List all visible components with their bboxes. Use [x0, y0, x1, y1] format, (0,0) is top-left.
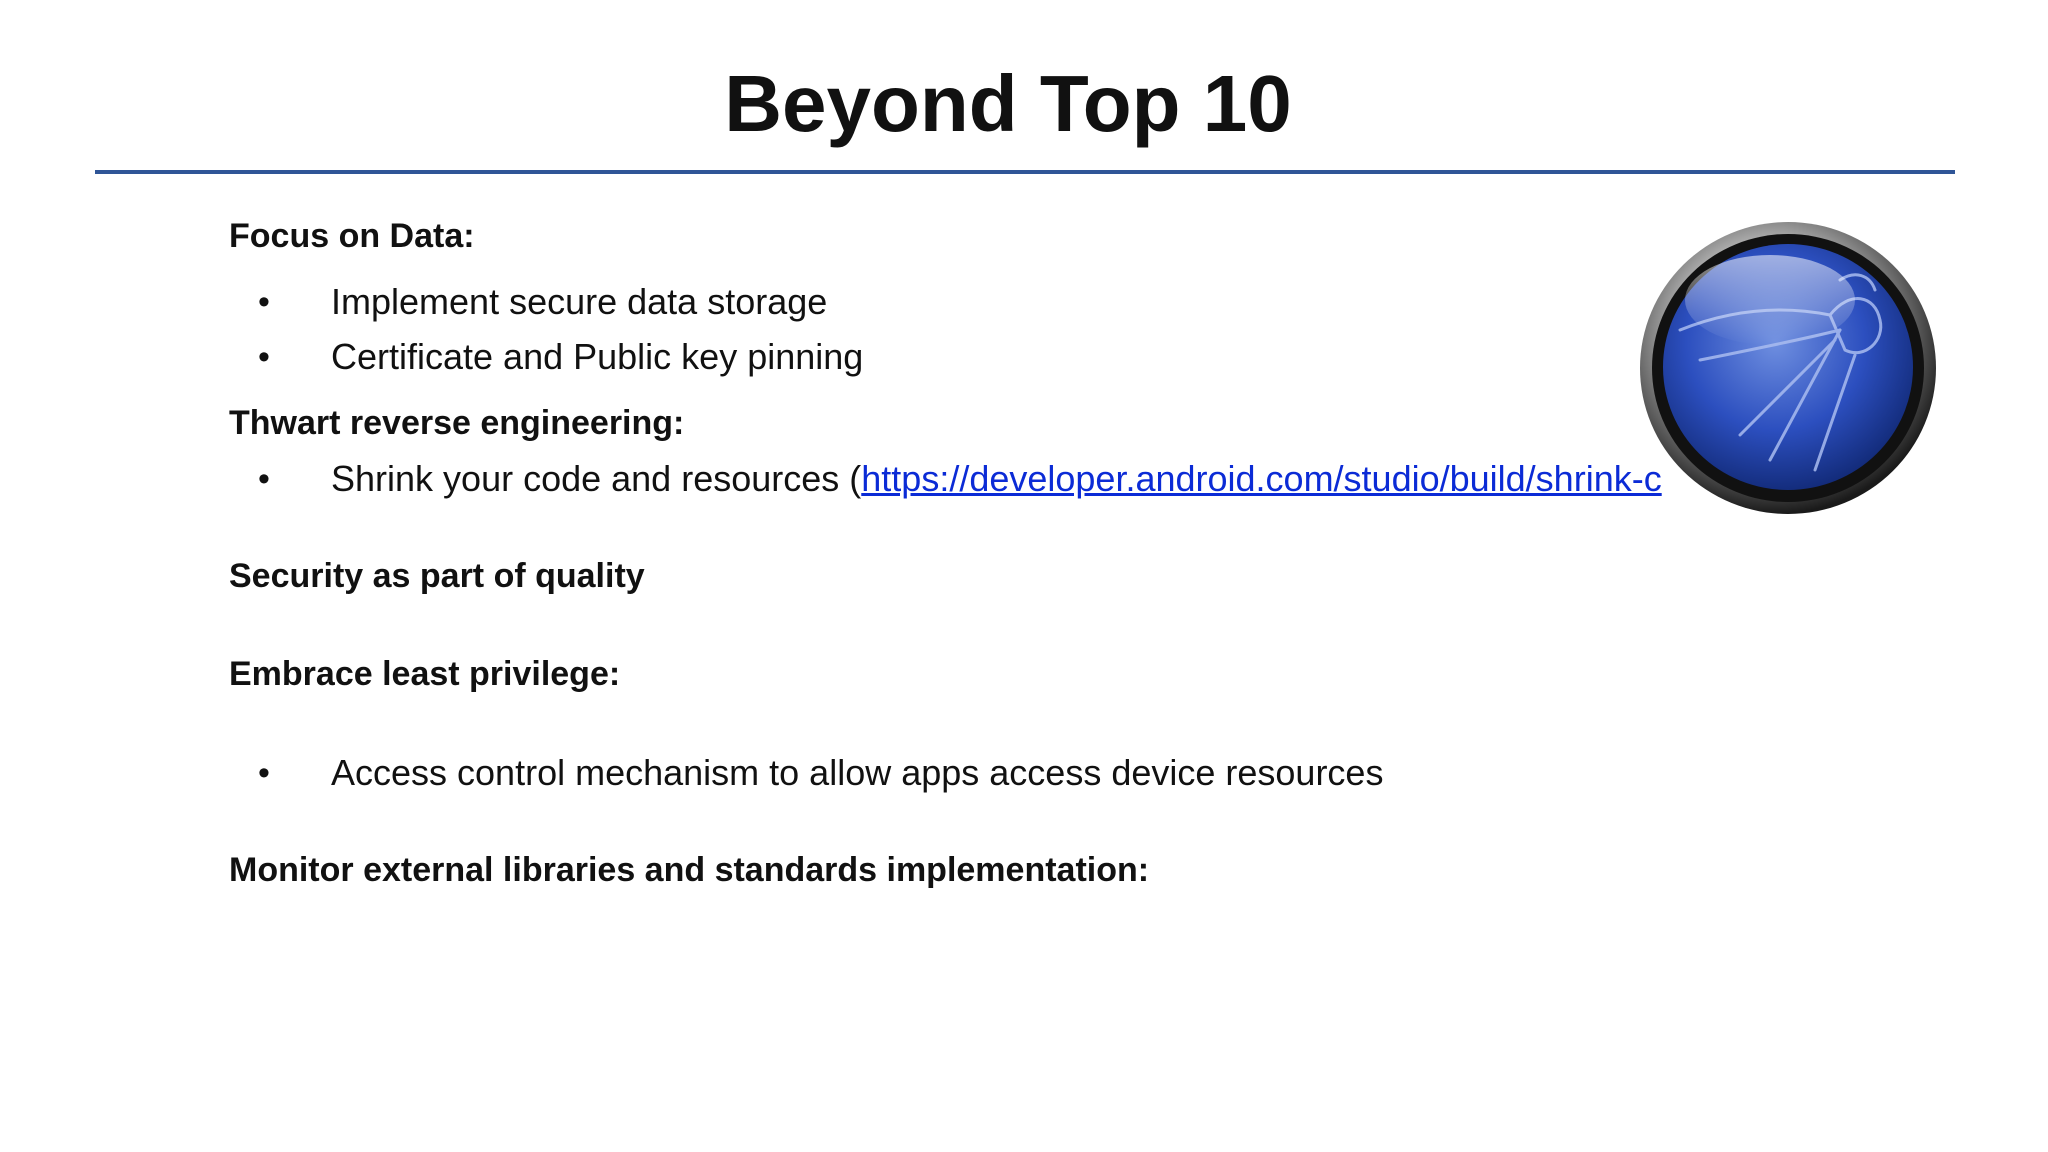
heading-least-privilege: Embrace least privilege:	[229, 655, 621, 693]
bullet-dot: •	[258, 338, 270, 376]
bullet-dot: •	[258, 754, 270, 792]
heading-monitor-libraries: Monitor external libraries and standards implementation:	[229, 851, 1150, 889]
bullet-text	[331, 456, 1662, 502]
bullet-text: Access control mechanism to allow apps access device resources	[331, 752, 1384, 793]
heading-focus-on-data: Focus on Data:	[229, 217, 475, 255]
bullet-dot: •	[258, 460, 270, 498]
owasp-wasp-logo-icon	[1640, 220, 1940, 516]
bullet-text-prefix: Shrink your code and resources (	[331, 458, 862, 499]
heading-security-quality: Security as part of quality	[229, 557, 645, 595]
bullet-dot: •	[258, 283, 270, 321]
shrink-resources-link[interactable]: https://developer.android.com/studio/build/shrink-c	[861, 458, 1662, 499]
bullet-text: Implement secure data storage	[331, 281, 828, 322]
heading-thwart-reverse-engineering: Thwart reverse engineering:	[229, 404, 685, 442]
bullet-text: Certificate and Public key pinning	[331, 336, 864, 377]
slide-title: Beyond Top 10	[724, 59, 1292, 148]
